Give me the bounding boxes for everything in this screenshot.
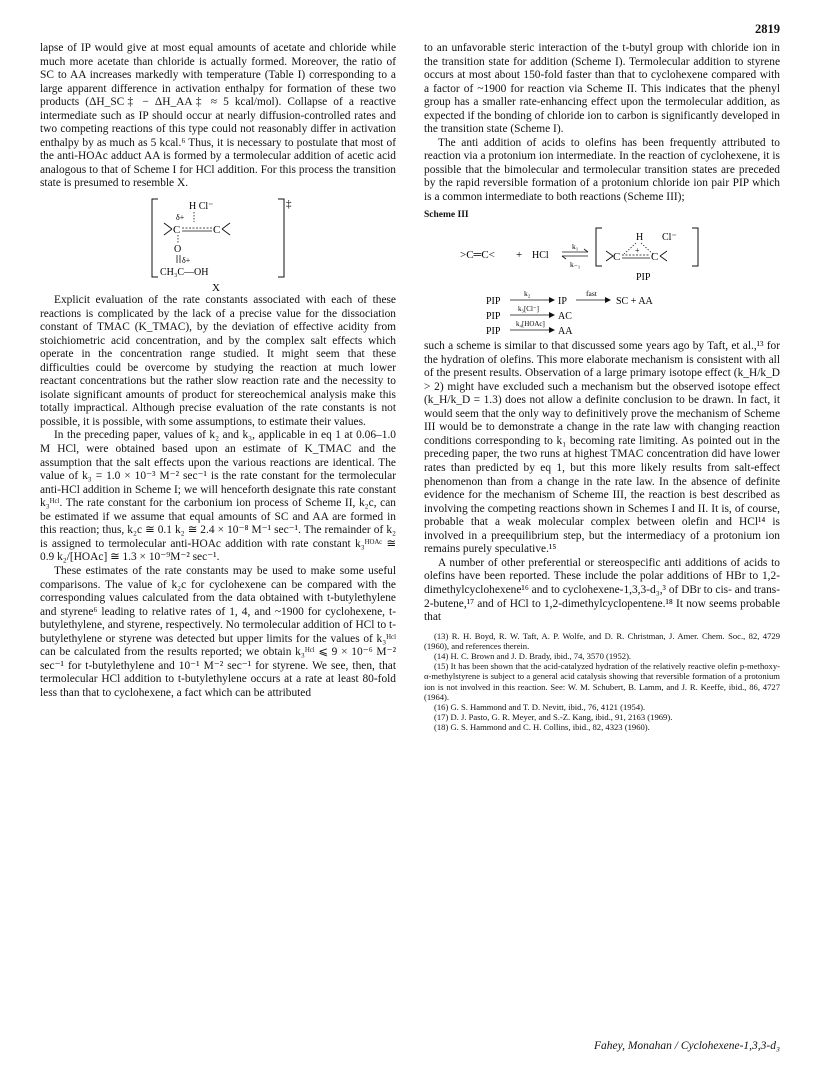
dagger-symbol: ‡ xyxy=(286,198,292,211)
reference-item: (16) G. S. Hammond and T. D. Nevitt, ibid., 76, 4121 (1954). xyxy=(434,702,646,713)
hcl-label: HCl xyxy=(532,250,549,262)
scheme-label: Scheme III xyxy=(424,209,469,220)
reference-item: (17) D. J. Pasto, G. R. Meyer, and S.-Z. Kang, ibid., 91, 2163 (1969). xyxy=(434,712,673,723)
svg-text:C: C xyxy=(651,251,659,264)
aa-label: AA xyxy=(558,326,573,338)
ip-label: IP xyxy=(558,296,567,308)
k-minus-1-label: k₋₁ xyxy=(570,260,581,270)
left-column xyxy=(40,42,396,700)
pip-label: PIP xyxy=(636,272,651,284)
reference-item: (15) It has been shown that the acid-catalyzed hydration of the relatively reactive olefin p-methoxy-α-methylstyrene is subject to a general acid catalysis showing that reversible formation of a protonium ion is not involved in this reaction. See: W. M. Schubert, B. Lamm, and J. R. Keeffe, ibid., 86, 4727 (1964). xyxy=(424,661,780,702)
reference-item: (14) H. C. Brown and J. D. Brady, ibid., 74, 3570 (1952). xyxy=(434,651,632,661)
plus-sign: + xyxy=(516,249,523,262)
k3-label: k₃[Cl⁻] xyxy=(518,305,539,314)
pip-plus-label: + xyxy=(635,246,640,256)
reference-item: (13) R. H. Boyd, R. W. Taft, A. P. Wolfe, and D. R. Christman, J. Amer. Chem. Soc., 82, 4729 (1960), and references therein. xyxy=(424,630,780,651)
k4-label: k₄[HOAc] xyxy=(516,320,545,329)
products-label: SC + AA xyxy=(616,296,653,308)
structure-x-drawing xyxy=(40,191,396,294)
running-footer: Fahey, Monahan / Cyclohexene-1,3,3-d₃ xyxy=(593,1040,780,1052)
paragraph: to an unfavorable steric interaction of the t-butyl group with chloride ion in the transition state for addition (Scheme I). Termolecular addition to styrene occurs at most about 150-fold faster than that to cyclohexene compared with a factor of ~1900 for reaction via Scheme II. This indicates that the phenyl group has a smaller rate-enhancing effect upon the termolecular addition, as expected if the bonding of chloride ion to carbon is significantly developed in the transition state (Scheme I). xyxy=(424,42,780,136)
paragraph: In the preceding paper, values of k₂ and k₃, applicable in eq 1 at 0.06–1.0 M HCl, were obtained based upon an estimate of K_TMAC and the assumption that the salt effects upon the various reactions are identical. The value of k₃ = 1.0 × 10⁻³ M⁻² sec⁻¹ is the rate constant for the termolecular anti-HCl addition in Scheme I; we will henceforth designate this rate constant k₃ᴴᶜˡ. The rate constant for the carbonium ion process of Scheme II, k₂c, can be estimated if we assume that equal amounts of SC and AA are formed in this reaction; thus, k₂c ≅ 0.1 k₂ ≅ 2.4 × 10⁻⁸ M⁻¹ sec⁻¹. The remainder of k₂ is assigned to termolecular anti-HOAc addition with rate constant k₃ᴴᴼᴬᶜ ≅ 0.9 k₂/[HOAc] ≅ 1.3 × 10⁻⁹M⁻² sec⁻¹. xyxy=(40,429,396,564)
delta-plus-label: δ+ xyxy=(176,213,185,223)
structure-x xyxy=(40,191,396,294)
svg-text:C: C xyxy=(213,224,221,237)
reference-item: (18) G. S. Hammond and C. H. Collins, ibid., 82, 4323 (1960). xyxy=(434,722,650,733)
k1-label: k₁ xyxy=(572,242,579,252)
acid-group-label: CH₃C—OH xyxy=(160,267,209,279)
paragraph: Explicit evaluation of the rate constants associated with each of these reactions is complicated by the lack of a precise value for the dissociation constant of TMAC (K_TMAC), by the deviation of effective acidity from stoichiometric acid concentration, and by the complex salt effects which operate in the concentration range studied. It might seem that these difficulties could be overcome by studying the reaction at much lower reactant concentrations but the rather slow reaction rate and the necessity to isolate significant amounts of product for stereochemical analysis make this totally impractical. Although precise evaluation of the rate constants is not possible, it is possible, with some assumptions, to estimate their values. xyxy=(40,294,396,428)
svg-text:C: C xyxy=(613,251,621,264)
hcl-label: H Cl⁻ xyxy=(189,201,214,213)
page-number: 2819 xyxy=(755,22,780,36)
paragraph: These estimates of the rate constants may be used to make some useful comparisons. The value of k₂c for cyclohexene can be compared with the corresponding values calculated from the data obtained with t-butylethylene and styrene⁶ leading to relative rates of 1, 4, and ~1900 for cyclohexene, t-butylethylene, and styrene, respectively. No termolecular addition of HCl to t-butylethylene or styrene was detected but upper limits for the values of k₃ᴴᶜˡ can be calculated from the results reported; we obtain k₃ᴴᶜˡ ⩽ 9 × 10⁻⁶ M⁻² sec⁻¹ for t-butylethylene and 10⁻¹ M⁻² sec⁻¹ for styrene. We see, then, that termolecular HCl addition to t-butylethylene occurs at a rate at least 80-fold less than that to cyclohexene, a fact which can be attributed xyxy=(40,564,396,699)
pip-h-label: H xyxy=(636,232,644,244)
scheme-iii-diagram xyxy=(424,222,780,340)
paragraph: The anti addition of acids to olefins has been frequently attributed to reaction via a protonium ion intermediate. In the reaction of cyclohexene, it is possible that the bimolecular and termolecular transition states are preceded by the rapid reversible formation of a protonium chloride ion pair PIP which is a common intermediate to both reactions (Scheme III); xyxy=(424,136,780,204)
k2-label: k₂ xyxy=(524,289,531,299)
paragraph: such a scheme is similar to that discussed some years ago by Taft, et al.,¹³ for the hydration of olefins. This more elaborate mechanism is consistent with all of the present results. Observation of a large primary isotope effect (k_H/k_D > 2) might have excluded such a mechanism but the observed isotope effect (k_H/k_D = 1.3) does not allow a definite conclusion to be drawn. In fact, it would seem that the only way to definitively prove the mechanism of Scheme III would be to demonstrate a change in the rate law with changing reaction conditions corresponding to k₁ becoming rate limiting. As pointed out in the preceding paper, the two runs at highest TMAC concentration did have lower rates than predicted by eq 1, but this more likely results from salt-effect phenomenon than from a change in the rate law. In the absence of definite evidence for the mechanism of Scheme III, the reaction is best described as involving the competing reactions shown in Schemes I and II. It is, of course, probable that a weak molecular complex between olefin and HCl¹⁴ is involved in a preequilibrium step, but the intermediacy of a protonium ion remains purely speculative.¹⁵ xyxy=(424,340,780,556)
fast-label: fast xyxy=(586,289,597,299)
delta-plus-label-2: δ+ xyxy=(182,256,191,266)
pip-row-3: PIP xyxy=(486,326,501,338)
olefin-label: >C═C< xyxy=(460,249,495,262)
references xyxy=(424,631,780,733)
structure-label: X xyxy=(212,282,220,295)
ac-label: AC xyxy=(558,311,572,323)
paragraph: lapse of IP would give at most equal amounts of acetate and chloride while much more acetate than chloride is actually formed. Moreover, the ratio of SC to AA increases markedly with temperature (Table I) corresponding to a large apparent difference in activation enthalpy for formation of these two products (ΔH_SC‡ − ΔH_AA‡ ≈ 5 kcal/mol). Collapse of a reactive intermediate such as IP should occur at nearly diffusion-controlled rates and two competing reactions of this type could not reasonably differ in activation enthalpy by as much as 5 kcal.⁶ Thus, it is necessary to postulate that most of the anti-HOAc adduct AA is formed by a termolecular addition of acetic acid analogous to that of Scheme I for HCl addition. For this process the transition state is presumed to resemble X. xyxy=(40,42,396,190)
pip-row-1: PIP xyxy=(486,296,501,308)
oxygen-label: O xyxy=(174,244,182,256)
svg-text:C: C xyxy=(173,224,181,237)
paragraph: A number of other preferential or stereospecific anti additions of acids to olefins have been reported. These include the polar additions of HBr to 1,2-dimethylcyclohexene¹⁶ and to cyclohexene-1,3,3-d₃,³ of DBr to cis- and trans-2-butene,¹⁷ and of HCl to 1,2-dimethylcyclopentene.¹⁸ It now seems probable that xyxy=(424,556,780,624)
pip-row-2: PIP xyxy=(486,311,501,323)
right-column xyxy=(424,42,780,733)
pip-cl-label: Cl⁻ xyxy=(662,232,677,244)
